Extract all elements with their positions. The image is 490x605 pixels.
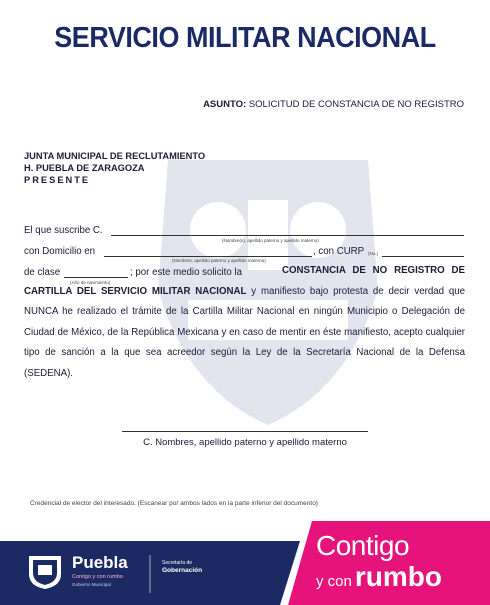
- domicilio-label: con Domicilio en: [24, 246, 96, 257]
- subject-line: [203, 99, 464, 110]
- slogan-ycon: y con: [316, 573, 352, 590]
- brand-name: Puebla: [72, 553, 128, 572]
- domicilio-field-hint: (Nombres, apellido paterno y apellido materno): [172, 258, 266, 263]
- brand-tagline: Contigo y con rumbo: [72, 574, 123, 580]
- secretaria-line2: Gobernación: [162, 567, 203, 574]
- suscribe-label: El que suscribe C.: [24, 225, 103, 236]
- brand-subtitle: Gobierno Municipal: [72, 582, 111, 587]
- signature-label: C. Nombres, apellido paterno y apellido materno: [143, 437, 347, 448]
- curp-hint: (No.): [368, 251, 378, 256]
- credential-note: Credencial de elector del interesado. (Escanear por ambos lados en la parte inferior del documento): [30, 500, 318, 507]
- request-paragraph: [24, 261, 465, 384]
- clase-label: de clase: [24, 267, 61, 278]
- name-field-hint: (Nombre(s), apellido paterno y apellido materno): [222, 238, 319, 243]
- secretaria-line1: Secretaría de: [162, 560, 193, 566]
- addressee-line1: JUNTA MUNICIPAL DE RECLUTAMIENTO: [24, 151, 206, 161]
- clase-field-hint: (Año de nacimiento): [70, 280, 111, 285]
- subject-label: ASUNTO:: [203, 99, 247, 110]
- signature-line[interactable]: [122, 431, 368, 432]
- slogan-second-line: [316, 561, 442, 593]
- subject-text: SOLICITUD DE CONSTANCIA DE NO REGISTRO: [248, 99, 464, 110]
- curp-label: , con CURP: [313, 246, 365, 257]
- slogan-rumbo: rumbo: [354, 561, 442, 592]
- domicilio-field[interactable]: [104, 256, 312, 257]
- curp-field[interactable]: [382, 256, 464, 257]
- clase-after-text: ; por este medio solicito la: [130, 267, 242, 278]
- addressee-block: [24, 150, 205, 186]
- addressee-line3: PRESENTE: [24, 175, 91, 185]
- page-title: SERVICIO MILITAR NACIONAL: [54, 22, 436, 54]
- request-paragraph-rest: y manifiesto bajo protesta de decir verdad que NUNCA he realizado el trámite de la Cartilla Militar Nacional en ningún Municipio o Delegación de Ciudad de México, de la República Mexicana y en caso de mentir en éste manifiesto, acepto cualquier tipo de sanción a la que sea acreedor según la Ley de la Secretaría Nacional de la Defensa (SEDENA).: [24, 285, 465, 379]
- constancia-bold-text: CONSTANCIA DE NO REGISTRO DE CARTILLA DEL SERVICIO MILITAR NACIONAL: [24, 265, 465, 297]
- puebla-shield-icon: [26, 554, 64, 590]
- name-field[interactable]: [111, 235, 464, 236]
- addressee-line2: H. PUEBLA DE ZARAGOZA: [24, 163, 145, 173]
- slogan-contigo: Contigo: [316, 530, 410, 561]
